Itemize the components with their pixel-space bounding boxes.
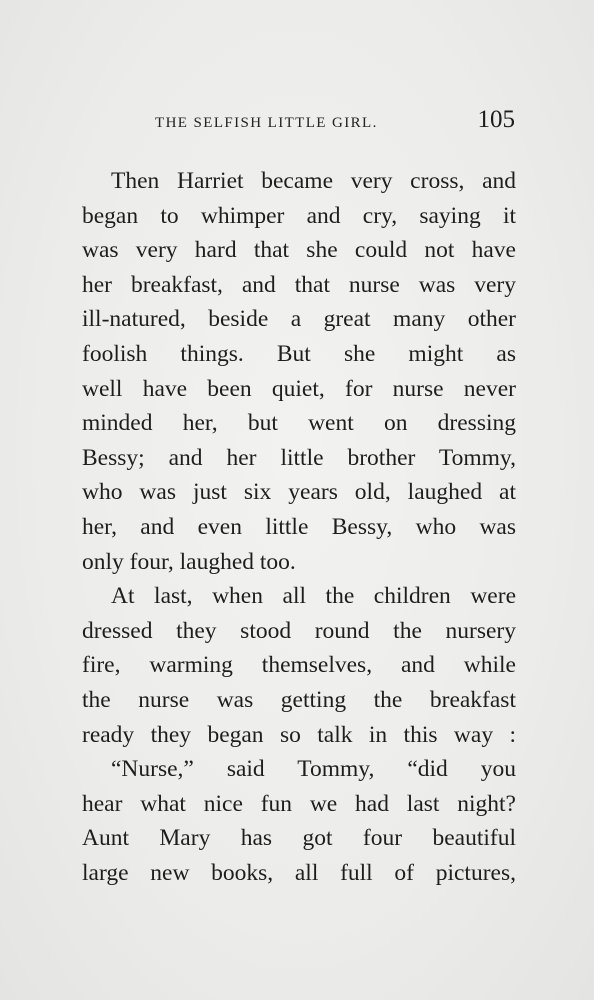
text-line: fire, warming themselves, and while xyxy=(82,652,516,679)
text-line: the nurse was getting the breakfast xyxy=(82,686,516,713)
text-line: her breakfast, and that nurse was very xyxy=(82,271,516,298)
body-text xyxy=(82,164,516,890)
text-line: who was just six years old, laughed at xyxy=(82,479,516,506)
text-line: Then Harriet became very cross, and xyxy=(111,168,516,194)
text-line: At last, when all the children were xyxy=(111,583,516,610)
page-number: 105 xyxy=(477,106,515,133)
text-line: her, and even little Bessy, who was xyxy=(82,513,516,540)
text-line: hear what nice fun we had last night? xyxy=(82,790,516,817)
text-line: Bessy; and her little brother Tommy, xyxy=(82,444,516,471)
text-line: foolish things. But she might as xyxy=(82,340,516,367)
text-line: ill-natured, beside a great many other xyxy=(82,306,516,333)
text-line: large new books, all full of pictures, xyxy=(82,859,516,886)
text-line: “Nurse,” said Tommy, “did you xyxy=(111,756,516,783)
text-line: dressed they stood round the nursery xyxy=(82,617,516,644)
text-line: minded her, but went on dressing xyxy=(82,410,516,437)
text-line: was very hard that she could not have xyxy=(82,237,516,264)
text-line: ready they began so talk in this way : xyxy=(82,721,516,748)
text-line: only four, laughed too. xyxy=(82,548,296,575)
running-title: THE SELFISH LITTLE GIRL. xyxy=(155,115,378,131)
text-line: well have been quiet, for nurse never xyxy=(82,375,516,402)
running-head xyxy=(155,106,515,140)
text-line: Aunt Mary has got four beautiful xyxy=(82,825,516,852)
text-line: began to whimper and cry, saying it xyxy=(82,202,516,229)
